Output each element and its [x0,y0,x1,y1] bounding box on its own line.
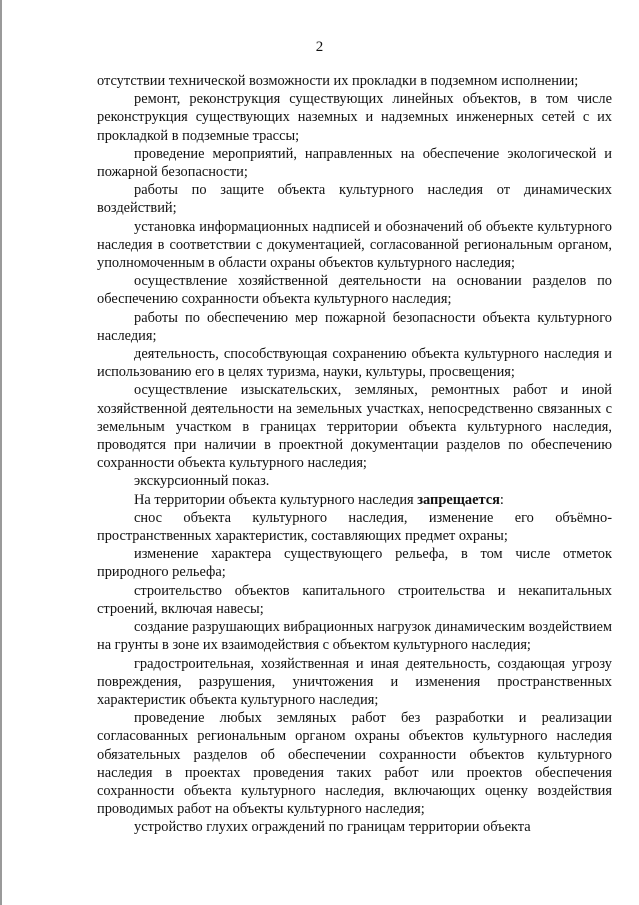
prohibition-tail: : [499,491,504,508]
paragraph: деятельность, способствующая сохранению объекта культурного наследия и использованию его в целях туризма, науки, культуры, просвещения; [97,346,612,381]
paragraph: работы по обеспечению мер пожарной безопасности объекта культурного наследия; [97,309,612,344]
prohibition-lead: На территории объекта культурного наследия [134,491,418,508]
paragraph: установка информационных надписей и обозначений об объекте культурного наследия в соответствии с документацией, согласованной региональным органом, уполномоченным в области охраны объектов культурного наследия; [97,218,612,272]
paragraph: ремонт, реконструкция существующих линейных объектов, в том числе реконструкция существующих наземных и надземных инженерных сетей с их прокладкой в подземные трассы; [97,91,612,144]
prohibition-heading [97,491,612,509]
page-number: 2 [315,39,324,55]
prohibited-item: градостроительная, хозяйственная и иная деятельность, создающая угрозу повреждения, разрушения, уничтожения и изменения пространственных характеристик объекта культурного наследия; [97,655,612,708]
paragraph-continued: отсутствии технической возможности их прокладки в подземном исполнении; [97,73,579,89]
prohibited-item: проведение любых земляных работ без разработки и реализации согласованных региональным органом охраны объектов культурного наследия обязательных разделов об обеспечении сохранности объектов культурного наследия в проектах проведения таких работ или проектов обеспечения сохранности объекта культурного наследия, включающих оценку воздействия проводимых работ на объекты культурного наследия; [97,710,612,818]
prohibition-keyword: запрещается [417,491,500,508]
prohibited-item: создание разрушающих вибрационных нагрузок динамическим воздействием на грунты в зоне их взаимодействия с объектом культурного наследия; [97,619,612,654]
prohibited-item: строительство объектов капитального строительства и некапитальных строений, включая навесы; [97,582,612,617]
prohibited-item: устройство глухих ограждений по границам территории объекта [134,819,531,836]
prohibited-item: снос объекта культурного наследия, изменение его объёмно-пространственных характеристик, составляющих предмет охраны; [97,509,612,545]
prohibited-item: изменение характера существующего рельефа, в том числе отметок природного рельефа; [97,546,612,581]
paragraph: работы по защите объекта культурного наследия от динамических воздействий; [97,182,612,217]
paragraph: проведение мероприятий, направленных на обеспечение экологической и пожарной безопасности; [97,145,612,181]
paragraph: осуществление изыскательских, земляных, ремонтных работ и иной хозяйственной деятельности на земельных участках, непосредственно связанных с земельным участком в границах территории объекта культурного наследия, проводятся при наличии в проектной документации разделов по обеспечению сохранности объекта культурного наследия; [97,382,612,472]
paragraph: экскурсионный показ. [134,473,270,490]
document-body [97,72,612,837]
page-left-edge [0,0,2,905]
paragraph: осуществление хозяйственной деятельности на основании разделов по обеспечению сохранности объекта культурного наследия; [97,273,612,308]
